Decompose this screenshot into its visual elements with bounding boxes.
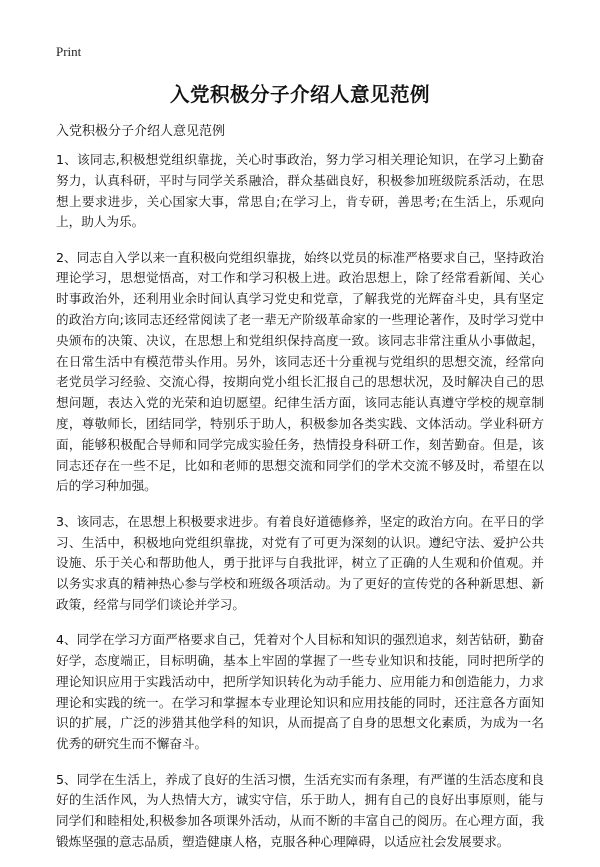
document-body [56,150,544,867]
print-link[interactable]: Print [56,44,82,59]
document-title: 入党积极分子介绍人意见范例 [169,83,430,106]
document-subtitle: 入党积极分子介绍人意见范例 [56,124,226,139]
paragraph-4: 4、同学在学习方面严格要求自己，凭着对个人目标和知识的强烈追求，刻苦钻研，勤奋好学，态度端正，目标明确，基本上牢固的掌握了一些专业知识和技能，同时把所学的理论知识应用于实践活动中，把所学知识转化为动手能力、应用能力和创造能力，力求理论和实践的统一。在学习和掌握本专业理论知识和应用技能的同时，还注意各方面知识的扩展，广泛的涉猎其他学科的知识，从而提高了自身的思想文化素质，为成为一名优秀的研究生而不懈奋斗。 [56,632,544,752]
paragraph-2: 2、同志自入学以来一直积极向党组织靠拢，始终以党员的标准严格要求自己，坚持政治理论学习，思想觉悟高，对工作和学习积极上进。政治思想上，除了经常看新闻、关心时事政治外，还利用业余时间认真学习党史和党章，了解我党的光辉奋斗史，具有坚定的政治方向;该同志还经常阅读了老一辈无产阶级革命家的一些理论著作，及时学习党中央颁布的决策、决议，在思想上和党组织保持高度一致。该同志非常注重从小事做起，在日常生活中有模范带头作用。另外，该同志还十分重视与党组织的思想交流，经常向老党员学习经验、交流心得，按期向党小组长汇报自己的思想状况，及时解决自己的思想问题，表达入党的光荣和迫切愿望。纪律生活方面，该同志能认真遵守学校的规章制度，尊敬师长，团结同学，特别乐于助人，积极参加各类实践、文体活动。学业科研方面，能够积极配合导师和同学完成实验任务，热情投身科研工作，刻苦勤奋。但是，该同志还存在一些不足，比如和老师的思想交流和同学们的学术交流不够及时，希望在以后的学习种加强。 [56,249,544,494]
paragraph-1: 1、该同志,积极想党组织靠拢，关心时事政治，努力学习相关理论知识，在学习上勤奋努力，认真科研，平时与同学关系融洽，群众基础良好，积极参加班级院系活动，在思想上要求进步，关心国家大事，常思自;在学习上，肯专研，善思考;在生活上，乐观向上，助人为乐。 [56,152,544,230]
paragraph-5: 5、同学在生活上，养成了良好的生活习惯，生活充实而有条理，有严谨的生活态度和良好的生活作风，为人热情大方，诚实守信，乐于助人，拥有自己的良好出事原则，能与同学们和睦相处,积极参加各项课外活动，从而不断的丰富自己的阅历。在心理方面，我锻炼坚强的意志品质，塑造健康人格，克服各种心理障碍，以适应社会发展要求。 [56,771,544,849]
paragraph-3: 3、该同志，在思想上积极要求进步。有着良好道德修养，坚定的政治方向。在平日的学习、生活中，积极地向党组织靠拢，对党有了可更为深刻的认识。遵纪守法、爱护公共设施、乐于关心和帮助他人，勇于批评与自我批评，树立了正确的人生观和价值观。并以务实求真的精神热心参与学校和班级各项活动。为了更好的宣传党的各种新思想、新政策，经常与同学们谈论并学习。 [56,513,544,612]
